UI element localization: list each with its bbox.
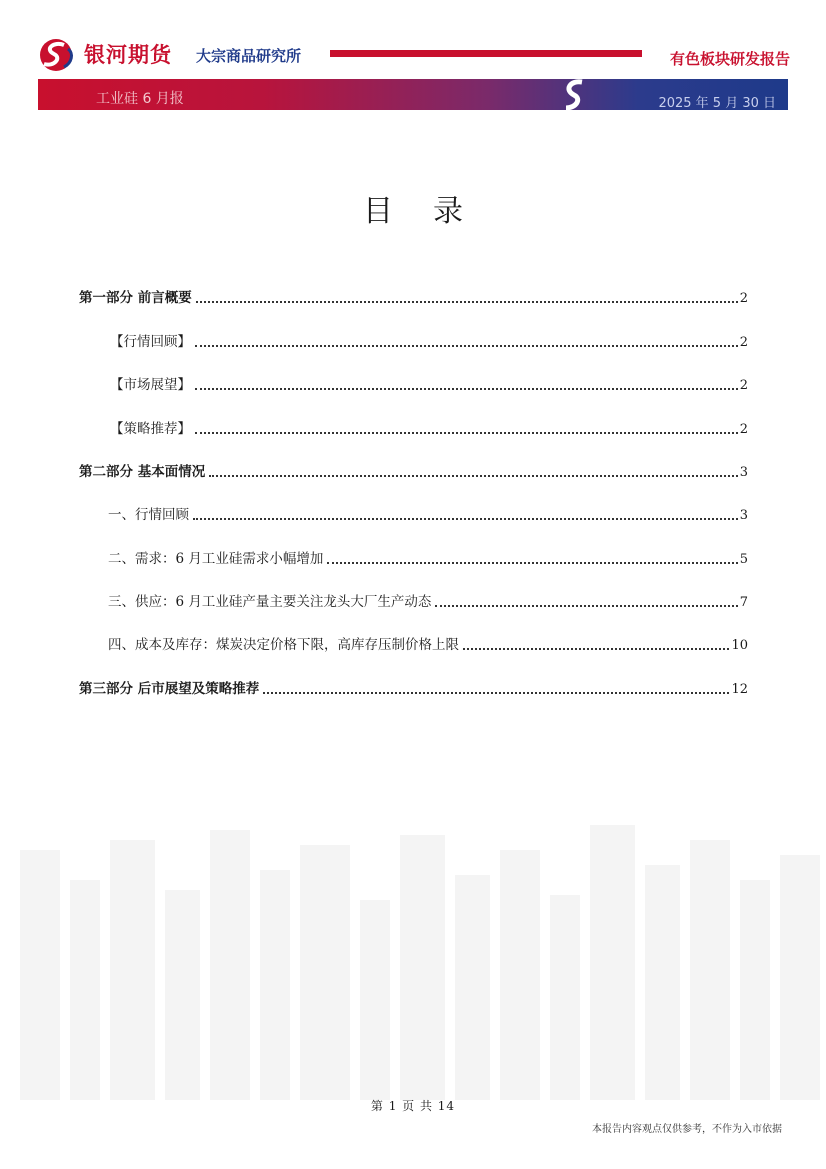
toc-entry-part-1[interactable] <box>79 286 748 306</box>
toc-entry-strategy[interactable] <box>110 417 748 437</box>
toc-entry-part-2[interactable] <box>79 460 748 480</box>
toc-entry-text: 【策略推荐】 <box>110 421 191 437</box>
report-date: 2025 年 5 月 30 日 <box>658 96 776 111</box>
toc-leader <box>435 604 737 607</box>
toc-entry-text: 第一部分 前言概要 <box>79 290 192 306</box>
toc-entry-page: 2 <box>739 422 748 437</box>
toc-title: 目录 <box>363 194 503 229</box>
toc-leader <box>196 300 738 303</box>
toc-entry-demand[interactable] <box>108 547 748 567</box>
report-series: 有色板块研发报告 <box>669 50 790 68</box>
toc-entry-review[interactable] <box>108 503 748 523</box>
toc-leader <box>195 387 738 390</box>
toc-entry-part-3[interactable] <box>79 677 748 697</box>
toc-entry-page: 3 <box>739 508 748 523</box>
toc-entry-text: 三、供应：6 月工业硅产量主要关注龙头大厂生产动态 <box>108 594 432 610</box>
toc-leader <box>263 691 729 694</box>
toc-entry-text: 【行情回顾】 <box>110 334 191 350</box>
toc-leader <box>195 344 738 347</box>
disclaimer: 本报告内容观点仅供参考，不作为入市依据 <box>592 1124 782 1135</box>
toc-leader <box>209 474 738 477</box>
page-number: 第 1 页 共 14 <box>370 1099 456 1113</box>
toc-leader <box>327 561 737 564</box>
toc-entry-text: 一、行情回顾 <box>108 507 189 523</box>
toc-entry-page: 12 <box>731 682 748 697</box>
toc-entry-supply[interactable] <box>108 590 748 610</box>
toc-leader <box>195 431 738 434</box>
toc-entry-text: 【市场展望】 <box>110 377 191 393</box>
toc-entry-page: 3 <box>739 465 748 480</box>
toc-entry-market-review[interactable] <box>110 330 748 350</box>
report-name: 工业硅 6 月报 <box>96 91 184 107</box>
header-divider <box>330 50 642 57</box>
toc-leader <box>193 517 738 520</box>
skyline-watermark <box>0 820 826 1100</box>
toc-entry-cost-inventory[interactable] <box>108 633 748 653</box>
toc-entry-page: 7 <box>739 595 748 610</box>
toc-entry-text: 二、需求：6 月工业硅需求小幅增加 <box>108 551 324 567</box>
company-logo-icon <box>38 37 78 73</box>
toc-entry-page: 5 <box>739 552 748 567</box>
banner-swoosh-icon <box>560 78 590 112</box>
toc-entry-page: 2 <box>739 378 748 393</box>
toc-entry-text: 四、成本及库存：煤炭决定价格下限，高库存压制价格上限 <box>108 637 459 653</box>
toc-leader <box>463 647 729 650</box>
brand-name: 银河期货 <box>84 43 172 67</box>
toc-entry-page: 2 <box>739 291 748 306</box>
toc-entry-market-outlook[interactable] <box>110 373 748 393</box>
institute-name: 大宗商品研究所 <box>196 47 302 65</box>
toc-entry-text: 第二部分 基本面情况 <box>79 464 206 480</box>
toc-entry-page: 10 <box>731 638 748 653</box>
toc-entry-page: 2 <box>739 335 748 350</box>
toc-entry-text: 第三部分 后市展望及策略推荐 <box>79 681 260 697</box>
